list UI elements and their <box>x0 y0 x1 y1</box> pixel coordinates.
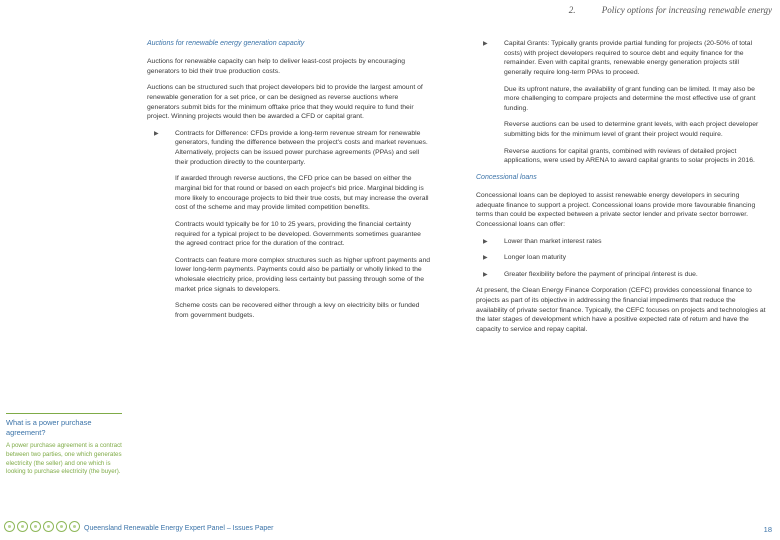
paragraph: Reverse auctions can be used to determine grant levels, with each project developer submitting bids for the minimum level of grant their project would require. <box>504 121 759 139</box>
energy-icon <box>56 521 67 532</box>
bullet-text: Longer loan maturity <box>504 254 566 262</box>
paragraph: Reverse auctions for capital grants, combined with reviews of detailed project applications, were used by ARENA to award capital grants to solar projects in 2016. <box>504 147 755 165</box>
sidebar-callout <box>6 413 122 477</box>
energy-icon <box>4 521 15 532</box>
paragraph: Scheme costs can be recovered either through a levy on electricity bills or funded from government budgets. <box>175 302 420 320</box>
concessional-loans-subheading: Concessional loans <box>476 174 537 182</box>
bullet-text: Contracts for Difference: CFDs provide a long-term revenue stream for renewable generators, funding the difference between the project's costs and market revenues. Alternatively, projects can be issued power purchase agreements (PPAs) and sell their production directly to the counterparty. <box>175 129 428 166</box>
list-item <box>476 253 768 263</box>
paragraph: If awarded through reverse auctions, the CFD price can be based on either the marginal bid for that round or based on each project's bid price. Marginal bidding is more likely to encourage projects to bid their true costs, but may increase the overall cost of the scheme and may provide limited competition benefits. <box>175 175 429 212</box>
bullet-arrow-icon: ▶ <box>483 271 488 278</box>
left-column <box>147 39 432 328</box>
indented-block <box>147 174 432 320</box>
energy-icon <box>30 521 41 532</box>
list-item <box>476 237 768 247</box>
sidebar-title: What is a power purchase agreement? <box>6 418 92 437</box>
energy-icon <box>43 521 54 532</box>
paragraph: At present, the Clean Energy Finance Corporation (CEFC) provides concessional finance to projects as part of its objective in addressing the financial impediments that reduce the availability of private sector finance. Typically, the CEFC focuses on projects and technologies at the later stages of development which have a positive expected rate of return and have the capacity to service and repay capital. <box>476 287 766 334</box>
bullet-cfd <box>147 129 432 168</box>
paragraph: Contracts would typically be for 10 to 25 years, providing the financial certainty required for a typical project to be developed. Governments sometimes guarantee the agreed contract price for the duration of the contract. <box>175 220 421 248</box>
list-item <box>476 270 768 280</box>
bullet-text: Capital Grants: Typically grants provide partial funding for projects (20-50% of total costs) with project developers required to source debt and equity finance for the remainder. Even with capital grants, renewable energy generation projects still generally require long-term PPAs to proceed. <box>504 40 753 76</box>
bullet-arrow-icon: ▶ <box>483 255 488 262</box>
sidebar-body: A power purchase agreement is a contract between two parties, one which generates electricity (the seller) and one which is looking to purchase electricity (the buyer). <box>6 441 122 476</box>
bullet-capital-grants <box>476 39 768 78</box>
section-number: 2. <box>568 5 576 15</box>
footer-text: Queensland Renewable Energy Expert Panel – Issues Paper <box>84 525 274 532</box>
paragraph: Auctions for renewable capacity can help to deliver least-cost projects by encouraging generators to bid their true production costs. <box>147 57 406 75</box>
paragraph: Due its upfront nature, the availability of grant funding can be limited. It may also be more challenging to compare projects and determine the most effective use of grant funding. <box>504 85 756 112</box>
bullet-text: Greater flexibility before the payment of principal /interest is due. <box>504 270 698 278</box>
page-footer <box>0 518 780 538</box>
bullet-arrow-icon: ▶ <box>483 41 488 47</box>
paragraph: Concessional loans can be deployed to assist renewable energy developers in securing adequate finance to support a project. Concessional loans provide more favourable financing terms than could be expected between a private sector lender and private sector borrower. Concessional loans can offer: <box>476 191 756 228</box>
page-header <box>569 5 772 15</box>
energy-icon <box>17 521 28 532</box>
section-title: Policy options for increasing renewable energy <box>601 5 772 15</box>
bullet-arrow-icon: ▶ <box>154 130 159 137</box>
paragraph: Contracts can feature more complex structures such as higher upfront payments and lower long-term payments. Payments could also be partially or wholly linked to the wholesale electricity price, providing less certainty but passing through some of the market price signals to developers. <box>175 256 431 293</box>
page-number: 18 <box>763 525 772 534</box>
right-column <box>476 39 768 342</box>
bullet-arrow-icon: ▶ <box>483 238 488 245</box>
bullet-text: Lower than market interest rates <box>504 237 602 245</box>
energy-icon <box>69 521 80 532</box>
paragraph: Auctions can be structured such that project developers bid to provide the largest amount of renewable generation for a set price, or can be designed as reverse auctions where generators submit bids for the minimum offtake price that they would require to fund their project. Winning projects would then be awarded a CFD or capital grant. <box>147 84 423 121</box>
indented-block <box>476 85 768 166</box>
footer-logo-icons <box>4 521 80 532</box>
auctions-subheading: Auctions for renewable energy generation capacity <box>147 40 305 47</box>
